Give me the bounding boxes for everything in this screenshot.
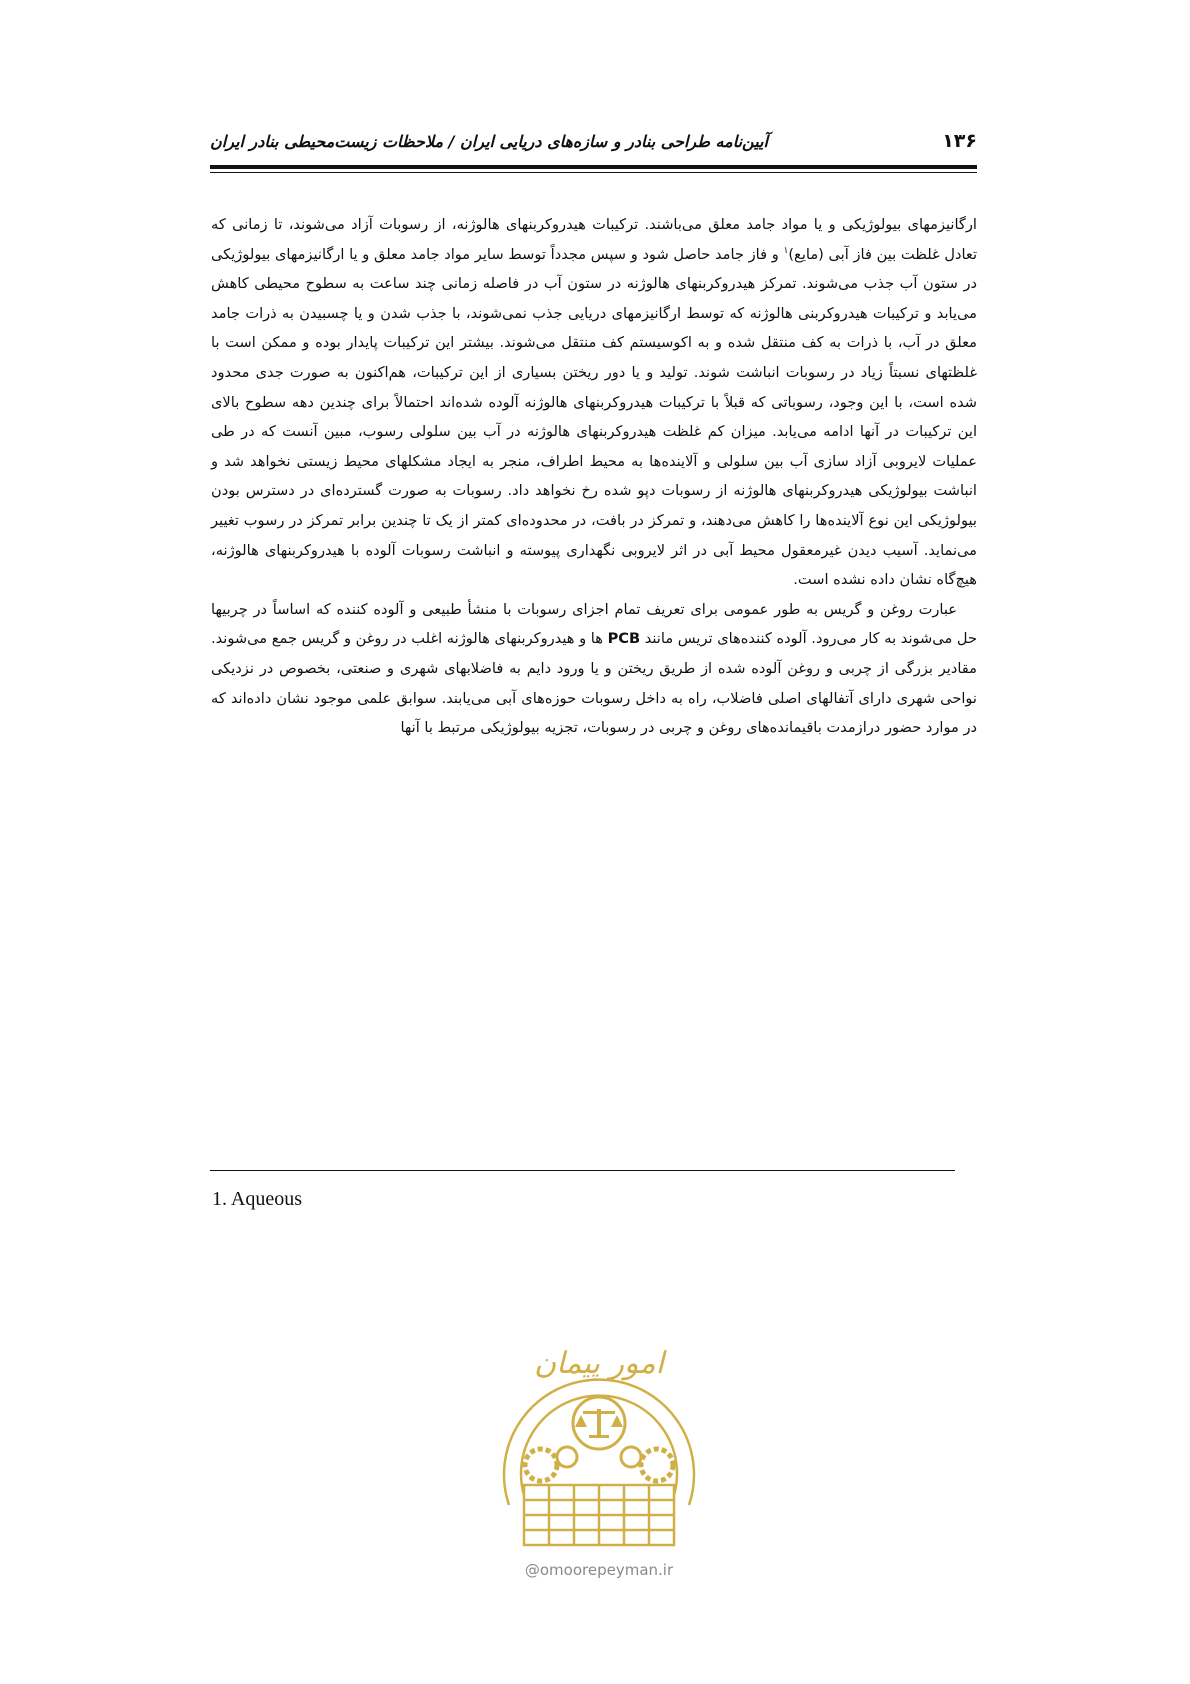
watermark-logo: [479, 1315, 719, 1565]
paragraph-2-text-a: عبارت روغن و گریس به طور عمومی برای تعریف تمام اجزای رسوبات با منشأ طبیعی و آلوده کننده که اساساً در چربیها حل می‌شوند به کار می‌رود. آلوده کننده‌های تریس مانند: [211, 600, 977, 648]
paragraph-1-text-b: و فاز جامد حاصل شود و سپس مجدداً توسط سایر مواد جامد معلق و یا ارگانیزمهای بیولوژیکی در ستون آب جذب می‌شوند. تمرکز هیدروکربنهای هالوژنه در ستون آب در فاصله زمانی چند ساعت به سطوح محیطی کاهش می‌یابد و ترکیبات هیدروکربنی هالوژنه که توسط ارگانیزمهای دریایی جذب نمی‌شوند، با جذب شدن و یا چسبیدن به ذرات جامد معلق در آب، با ذرات به کف منتقل شده و به اکوسیستم کف منتقل می‌شوند. بیشتر این ترکیبات پایدار بوده و ممکن است با غلظتهای نسبتاً زیاد در رسوبات انباشت شوند. تولید و یا دور ریختن بسیاری از این ترکیبات، هم‌اکنون به صورت جدی محدود شده است، با این وجود، رسوباتی که قبلاً با ترکیبات هیدروکربنهای هالوژنه آلوده شده‌اند احتمالاً برای چندین دهه سطوح بالای این ترکیبات در آنها ادامه می‌یابد. میزان کم غلظت هیدروکربنهای هالوژنه در آب بین سلولی رسوب، مبین آنست که در طی عملیات لایروبی آزاد سازی آب بین سلولی و آلاینده‌ها به محیط اطراف، منجر به ایجاد مشکلهای محیط زیستی نخواهد شد و انباشت بیولوژیکی هیدروکربنهای هالوژنه از رسوبات دپو شده رخ نخواهد داد. رسوبات به صورت گسترده‌ای در دسترس بودن بیولوژیکی این نوع آلاینده‌ها را کاهش می‌دهند، و تمرکز در بافت، در محدوده‌ای کمتر از یک تا چندین برابر تمرکز در رسوب تغییر می‌نماید. آسیب دیدن غیرمعقول محیط آبی در اثر لایروبی نگهداری پیوسته و انباشت رسوبات آلوده با هیدروکربنهای هالوژنه، هیچ‌گاه نشان داده نشده است.: [211, 245, 977, 589]
watermark-logo-text: امور پیمان: [534, 1346, 664, 1381]
paragraph-2: [211, 595, 977, 743]
running-title: آیین‌نامه طراحی بنادر و سازه‌های دریایی ایران / ملاحظات زیست‌محیطی بنادر ایران: [210, 132, 768, 151]
page-header: [210, 120, 977, 166]
paragraph-2-text-b: ها و هیدروکربنهای هالوژنه اغلب در روغن و گریس جمع می‌شوند. مقادیر بزرگی از چربی و روغن آلوده شده از طریق ریختن و یا ورود دایم به فاضلابهای شهری و صنعتی، بخصوص در نزدیکی نواحی شهری دارای آتفالهای اصلی فاضلاب، راه به داخل رسوبات حوزه‌های آبی می‌یابند. سوابق علمی موجود نشان داده‌اند که در موارد حضور درازمدت باقیمانده‌های روغن و چربی در رسوبات، تجزیه بیولوژیکی مرتبط با آنها: [211, 630, 977, 737]
page-number: ۱۳۶: [942, 130, 977, 152]
paragraph-1: [211, 210, 977, 595]
watermark-url: @omoorepeyman.ir: [524, 1561, 674, 1579]
paragraph-1-text-a: ارگانیزمهای بیولوژیکی و یا مواد جامد معلق می‌باشند. ترکیبات هیدروکربنهای هالوژنه، از رسوبات آزاد می‌شوند، تا زمانی که تعادل غلظت بین فاز آبی (مایع): [211, 216, 978, 263]
footnote-rule: [210, 1170, 955, 1171]
pcb-term: PCB: [607, 630, 641, 648]
header-rule-thin: [210, 172, 977, 173]
footnote-reference: ۱: [783, 245, 789, 256]
body-text: [211, 210, 977, 743]
header-rule-thick: [210, 165, 977, 169]
footnote: 1. Aqueous: [212, 1188, 302, 1210]
